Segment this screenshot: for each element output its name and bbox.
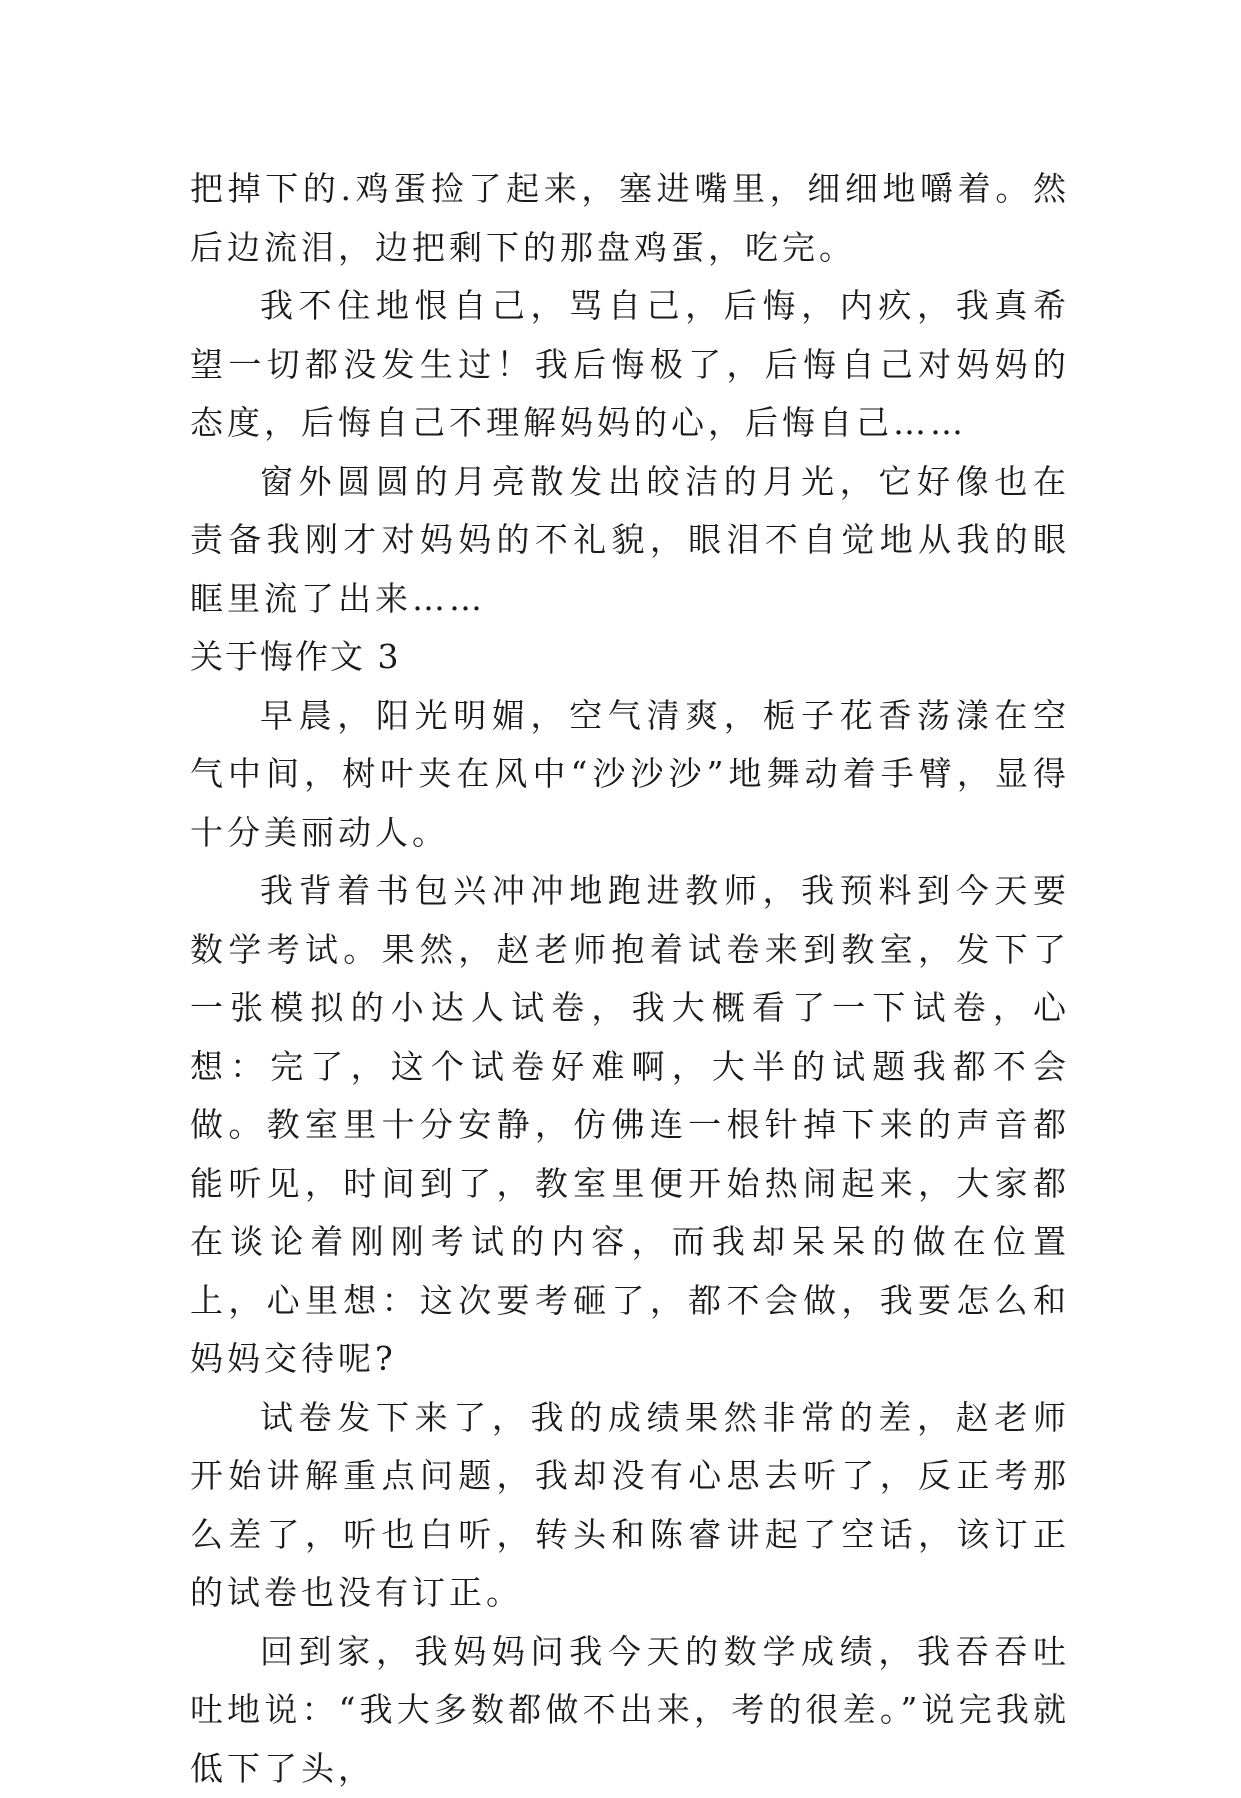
- paragraph-4: 早晨，阳光明媚，空气清爽，栀子花香荡漾在空气中间，树叶夹在风中“沙沙沙”地舞动着手臂，显得十分美丽动人。: [190, 687, 1070, 863]
- paragraph-3: 窗外圆圆的月亮散发出皎洁的月光，它好像也在责备我刚才对妈妈的不礼貌，眼泪不自觉地从我的眼眶里流了出来……: [190, 453, 1070, 629]
- paragraph-7: 回到家，我妈妈问我今天的数学成绩，我吞吞吐吐地说：“我大多数都做不出来，考的很差。”说完我就低下了头，: [190, 1623, 1070, 1798]
- paragraph-2: 我不住地恨自己，骂自己，后悔，内疚，我真希望一切都没发生过！我后悔极了，后悔自己对妈妈的态度，后悔自己不理解妈妈的心，后悔自己……: [190, 277, 1070, 453]
- document-body: [190, 160, 1070, 1798]
- paragraph-1: 把掉下的.鸡蛋捡了起来，塞进嘴里，细细地嚼着。然后边流泪，边把剩下的那盘鸡蛋，吃完。: [190, 160, 1070, 277]
- paragraph-6: 试卷发下来了，我的成绩果然非常的差，赵老师开始讲解重点问题，我却没有心思去听了，反正考那么差了，听也白听，转头和陈睿讲起了空话，该订正的试卷也没有订正。: [190, 1389, 1070, 1623]
- paragraph-5: 我背着书包兴冲冲地跑进教师，我预料到今天要数学考试。果然，赵老师抱着试卷来到教室，发下了一张模拟的小达人试卷，我大概看了一下试卷，心想：完了，这个试卷好难啊，大半的试题我都不会做。教室里十分安静，仿佛连一根针掉下来的声音都能听见，时间到了，教室里便开始热闹起来，大家都在谈论着刚刚考试的内容，而我却呆呆的做在位置上，心里想：这次要考砸了，都不会做，我要怎么和妈妈交待呢?: [190, 862, 1070, 1389]
- section-heading: 关于悔作文 3: [190, 628, 1070, 687]
